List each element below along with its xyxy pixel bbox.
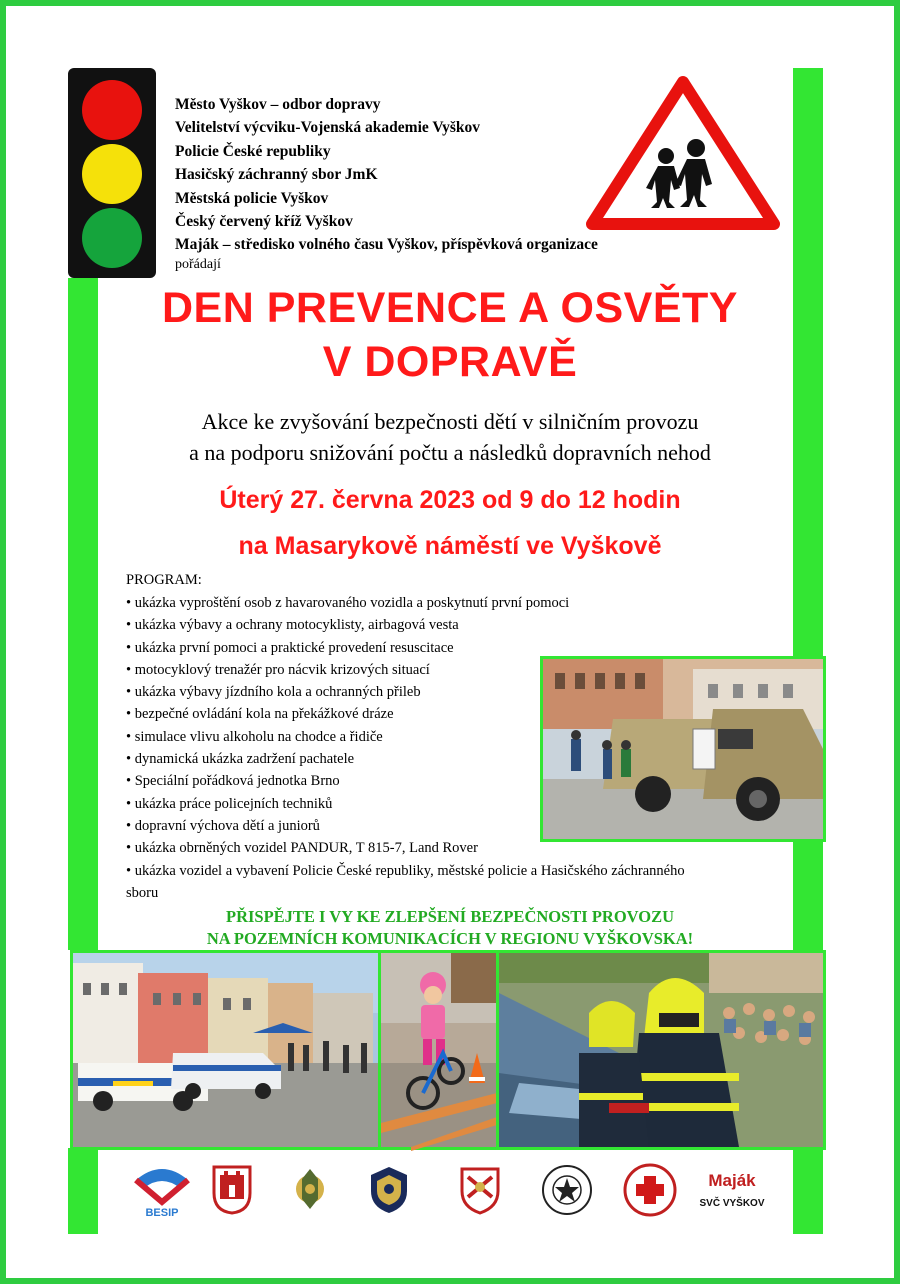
yellow-lamp <box>82 144 142 204</box>
organizer: Městská policie Vyškov <box>175 189 329 207</box>
event-title-line2: V DOPRAVĚ <box>322 338 578 386</box>
program-item: • dynamická ukázka zadržení pachatele <box>126 751 355 768</box>
event-place: na Masarykově náměstí ve Vyškově <box>238 532 662 560</box>
program-item: • ukázka první pomoci a praktické provedení resuscitace <box>126 639 454 656</box>
program-item: • Speciální pořádková jednotka Brno <box>126 773 340 790</box>
program-item: • ukázka výbavy a ochrany motocyklisty, airbagová vesta <box>126 617 459 634</box>
red-cross-logo <box>622 1160 678 1220</box>
svg-text:BESIP: BESIP <box>145 1207 179 1219</box>
organizers-list <box>175 93 598 257</box>
organize-verb: pořádají <box>175 257 221 272</box>
svg-text:SVČ VYŠKOV: SVČ VYŠKOV <box>699 1198 765 1209</box>
majak-svc-logo <box>699 1160 765 1220</box>
program-item: • ukázka vyproštění osob z havarovaného vozidla a poskytnutí první pomoci <box>126 595 570 611</box>
organizer: Policie České republiky <box>175 142 331 160</box>
program-item: • ukázka obrněných vozidel PANDUR, T 815-7, Land Rover <box>126 840 478 857</box>
program-item: • ukázka práce policejních techniků <box>126 795 333 812</box>
program-item: • ukázka vozidel a vybavení Policie České republiky, městské policie a Hasičského záchranného sboru <box>126 862 685 901</box>
police-badge-icon <box>368 1160 410 1220</box>
svg-text:Maják: Maják <box>708 1171 756 1190</box>
red-lamp <box>82 80 142 140</box>
program-item: • motocyklový trenažér pro nácvik krizových situací <box>126 661 430 678</box>
event-date: Úterý 27. června 2023 od 9 do 12 hodin <box>219 486 681 514</box>
besip-logo <box>130 1160 194 1220</box>
police-cars-square-photo <box>70 950 382 1150</box>
program-item: • bezpečné ovládání kola na překážkové dráze <box>126 706 394 723</box>
subtitle-line2: a na podporu snižování počtu a následků dopravních nehod <box>189 440 711 465</box>
event-title-line1: DEN PREVENCE A OSVĚTY <box>162 284 738 332</box>
organizer: Maják – středisko volného času Vyškov, příspěvková organizace <box>175 236 598 254</box>
traffic-light-icon <box>68 68 156 278</box>
czech-police-logo <box>540 1160 594 1220</box>
program-item: • simulace vlivu alkoholu na chodce a řidiče <box>126 728 383 745</box>
organizer: Město Vyškov – odbor dopravy <box>175 96 381 113</box>
program-item: • ukázka výbavy jízdního kola a ochranných přileb <box>126 684 421 701</box>
subtitle-line1: Akce ke zvyšování bezpečnosti dětí v silničním provozu <box>201 409 699 434</box>
program-item: • dopravní výchova dětí a juniorů <box>126 817 320 834</box>
organizer: Hasičský záchranný sbor JmK <box>175 166 378 184</box>
cta-line2: NA POZEMNÍCH KOMUNIKACÍCH V REGIONU VYŠKOVSKA! <box>206 929 694 948</box>
green-lamp <box>82 208 142 268</box>
partner-logos <box>120 1160 780 1224</box>
armored-vehicles-photo <box>540 656 826 842</box>
military-academy-emblem-icon <box>290 1160 330 1220</box>
cta-line1: PŘISPĚJTE I VY KE ZLEPŠENÍ BEZPEČNOSTI PROVOZU <box>225 907 675 926</box>
program-heading: PROGRAM: <box>126 572 202 588</box>
organizer: Velitelství výcviku-Vojenská akademie Vyškov <box>175 119 481 137</box>
organizer: Český červený kříž Vyškov <box>175 213 353 231</box>
firefighters-rescue-photo <box>496 950 826 1150</box>
fire-rescue-emblem-icon <box>458 1160 502 1220</box>
vyskov-coat-of-arms-icon <box>212 1160 252 1220</box>
child-bike-course-photo <box>378 950 500 1150</box>
children-crossing-sign-icon <box>586 76 780 230</box>
